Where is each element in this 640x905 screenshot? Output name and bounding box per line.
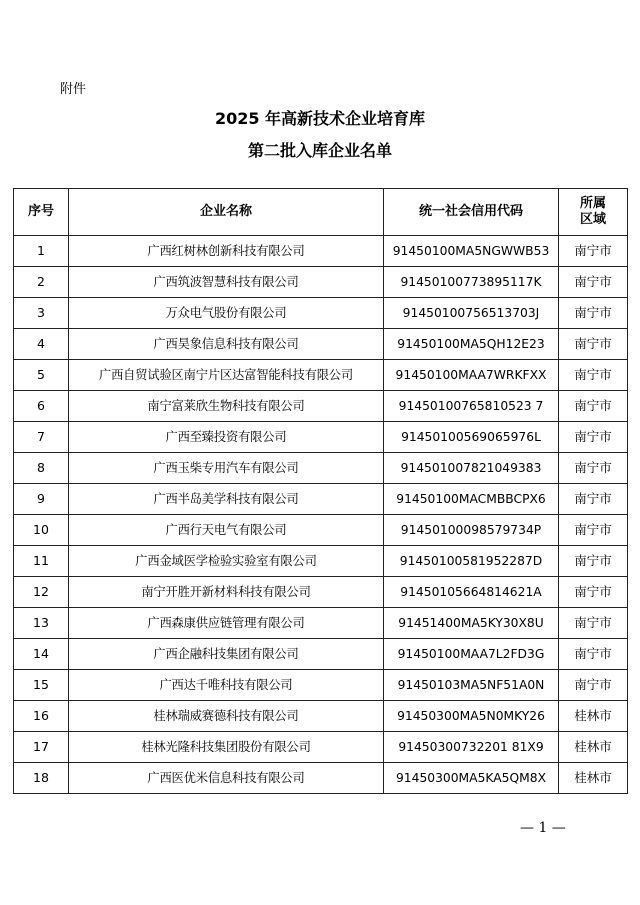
cell-region: 南宁市 [559, 484, 628, 515]
table-row [14, 453, 628, 484]
header-region: 所属 区域 [559, 189, 628, 236]
document-title: 2025 年高新技术企业培育库 [214, 109, 426, 128]
cell-company-name: 桂林瑞威赛德科技有限公司 [69, 701, 384, 732]
cell-company-name: 广西企融科技集团有限公司 [69, 639, 384, 670]
cell-serial-number: 13 [14, 608, 69, 639]
table-row [14, 546, 628, 577]
page-number: — 1 — [520, 820, 566, 836]
cell-region: 南宁市 [559, 453, 628, 484]
table-row [14, 670, 628, 701]
cell-company-name: 南宁富莱欣生物科技有限公司 [69, 391, 384, 422]
cell-credit-code: 91450100569065976L [384, 422, 559, 453]
table-row [14, 639, 628, 670]
table-row [14, 391, 628, 422]
cell-region: 南宁市 [559, 298, 628, 329]
table-row [14, 577, 628, 608]
cell-company-name: 桂林光隆科技集团股份有限公司 [69, 732, 384, 763]
table-row [14, 732, 628, 763]
header-serial-number: 序号 [14, 189, 69, 236]
cell-credit-code: 91450300MA5KA5QM8X [384, 763, 559, 794]
cell-credit-code: 91450100MAA7L2FD3G [384, 639, 559, 670]
cell-region: 桂林市 [559, 701, 628, 732]
cell-credit-code: 91450100756513703J [384, 298, 559, 329]
cell-company-name: 万众电气股份有限公司 [69, 298, 384, 329]
cell-credit-code: 91450100MAA7WRKFXX [384, 360, 559, 391]
cell-region: 南宁市 [559, 236, 628, 267]
cell-credit-code: 91450300732201 81X9 [384, 732, 559, 763]
cell-company-name: 广西医优米信息科技有限公司 [69, 763, 384, 794]
header-company-name: 企业名称 [69, 189, 384, 236]
cell-serial-number: 4 [14, 329, 69, 360]
cell-region: 南宁市 [559, 515, 628, 546]
cell-serial-number: 12 [14, 577, 69, 608]
cell-region: 南宁市 [559, 329, 628, 360]
cell-serial-number: 8 [14, 453, 69, 484]
cell-company-name: 广西达千唯科技有限公司 [69, 670, 384, 701]
table-row [14, 422, 628, 453]
cell-credit-code: 91450300MA5N0MKY26 [384, 701, 559, 732]
cell-company-name: 广西至臻投资有限公司 [69, 422, 384, 453]
cell-region: 南宁市 [559, 608, 628, 639]
cell-serial-number: 9 [14, 484, 69, 515]
cell-serial-number: 5 [14, 360, 69, 391]
table-header-row [14, 189, 628, 236]
cell-company-name: 广西自贸试验区南宁片区达富智能科技有限公司 [69, 360, 384, 391]
table-row [14, 763, 628, 794]
cell-credit-code: 91450100581952287D [384, 546, 559, 577]
cell-credit-code: 91450100765810523 7 [384, 391, 559, 422]
cell-serial-number: 2 [14, 267, 69, 298]
cell-region: 桂林市 [559, 732, 628, 763]
table-row [14, 236, 628, 267]
cell-credit-code: 91450100MACMBBCPX6 [384, 484, 559, 515]
cell-company-name: 广西昊象信息科技有限公司 [69, 329, 384, 360]
company-list-table [13, 188, 628, 794]
document-subtitle: 第二批入库企业名单 [247, 141, 392, 160]
cell-serial-number: 11 [14, 546, 69, 577]
table-row [14, 515, 628, 546]
cell-serial-number: 1 [14, 236, 69, 267]
cell-region: 南宁市 [559, 267, 628, 298]
table-row [14, 701, 628, 732]
cell-serial-number: 6 [14, 391, 69, 422]
table-row [14, 329, 628, 360]
table-row [14, 298, 628, 329]
table-row [14, 608, 628, 639]
cell-company-name: 广西半岛美学科技有限公司 [69, 484, 384, 515]
cell-serial-number: 14 [14, 639, 69, 670]
cell-region: 南宁市 [559, 391, 628, 422]
cell-credit-code: 91450100773895117K [384, 267, 559, 298]
table-row [14, 484, 628, 515]
table-row [14, 267, 628, 298]
cell-region: 南宁市 [559, 639, 628, 670]
cell-credit-code: 91450100MA5NGWWB53 [384, 236, 559, 267]
header-credit-code: 统一社会信用代码 [384, 189, 559, 236]
cell-company-name: 广西筑波智慧科技有限公司 [69, 267, 384, 298]
cell-region: 南宁市 [559, 577, 628, 608]
cell-serial-number: 3 [14, 298, 69, 329]
cell-credit-code: 91450103MA5NF51A0N [384, 670, 559, 701]
cell-credit-code: 91451400MA5KY30X8U [384, 608, 559, 639]
cell-region: 南宁市 [559, 422, 628, 453]
table-body [14, 236, 628, 794]
cell-serial-number: 10 [14, 515, 69, 546]
cell-serial-number: 16 [14, 701, 69, 732]
table-row [14, 360, 628, 391]
cell-credit-code: 914501007821049383 [384, 453, 559, 484]
attachment-label: 附件 [60, 82, 87, 97]
cell-region: 南宁市 [559, 670, 628, 701]
cell-region: 桂林市 [559, 763, 628, 794]
cell-company-name: 广西玉柴专用汽车有限公司 [69, 453, 384, 484]
cell-serial-number: 15 [14, 670, 69, 701]
cell-company-name: 广西金域医学检验实验室有限公司 [69, 546, 384, 577]
cell-serial-number: 18 [14, 763, 69, 794]
cell-credit-code: 91450100098579734P [384, 515, 559, 546]
cell-serial-number: 7 [14, 422, 69, 453]
cell-credit-code: 91450100MA5QH12E23 [384, 329, 559, 360]
cell-credit-code: 91450105664814621A [384, 577, 559, 608]
cell-serial-number: 17 [14, 732, 69, 763]
cell-company-name: 南宁开胜开新材料科技有限公司 [69, 577, 384, 608]
cell-company-name: 广西红树林创新科技有限公司 [69, 236, 384, 267]
cell-company-name: 广西森康供应链管理有限公司 [69, 608, 384, 639]
cell-company-name: 广西行天电气有限公司 [69, 515, 384, 546]
cell-region: 南宁市 [559, 360, 628, 391]
cell-region: 南宁市 [559, 546, 628, 577]
